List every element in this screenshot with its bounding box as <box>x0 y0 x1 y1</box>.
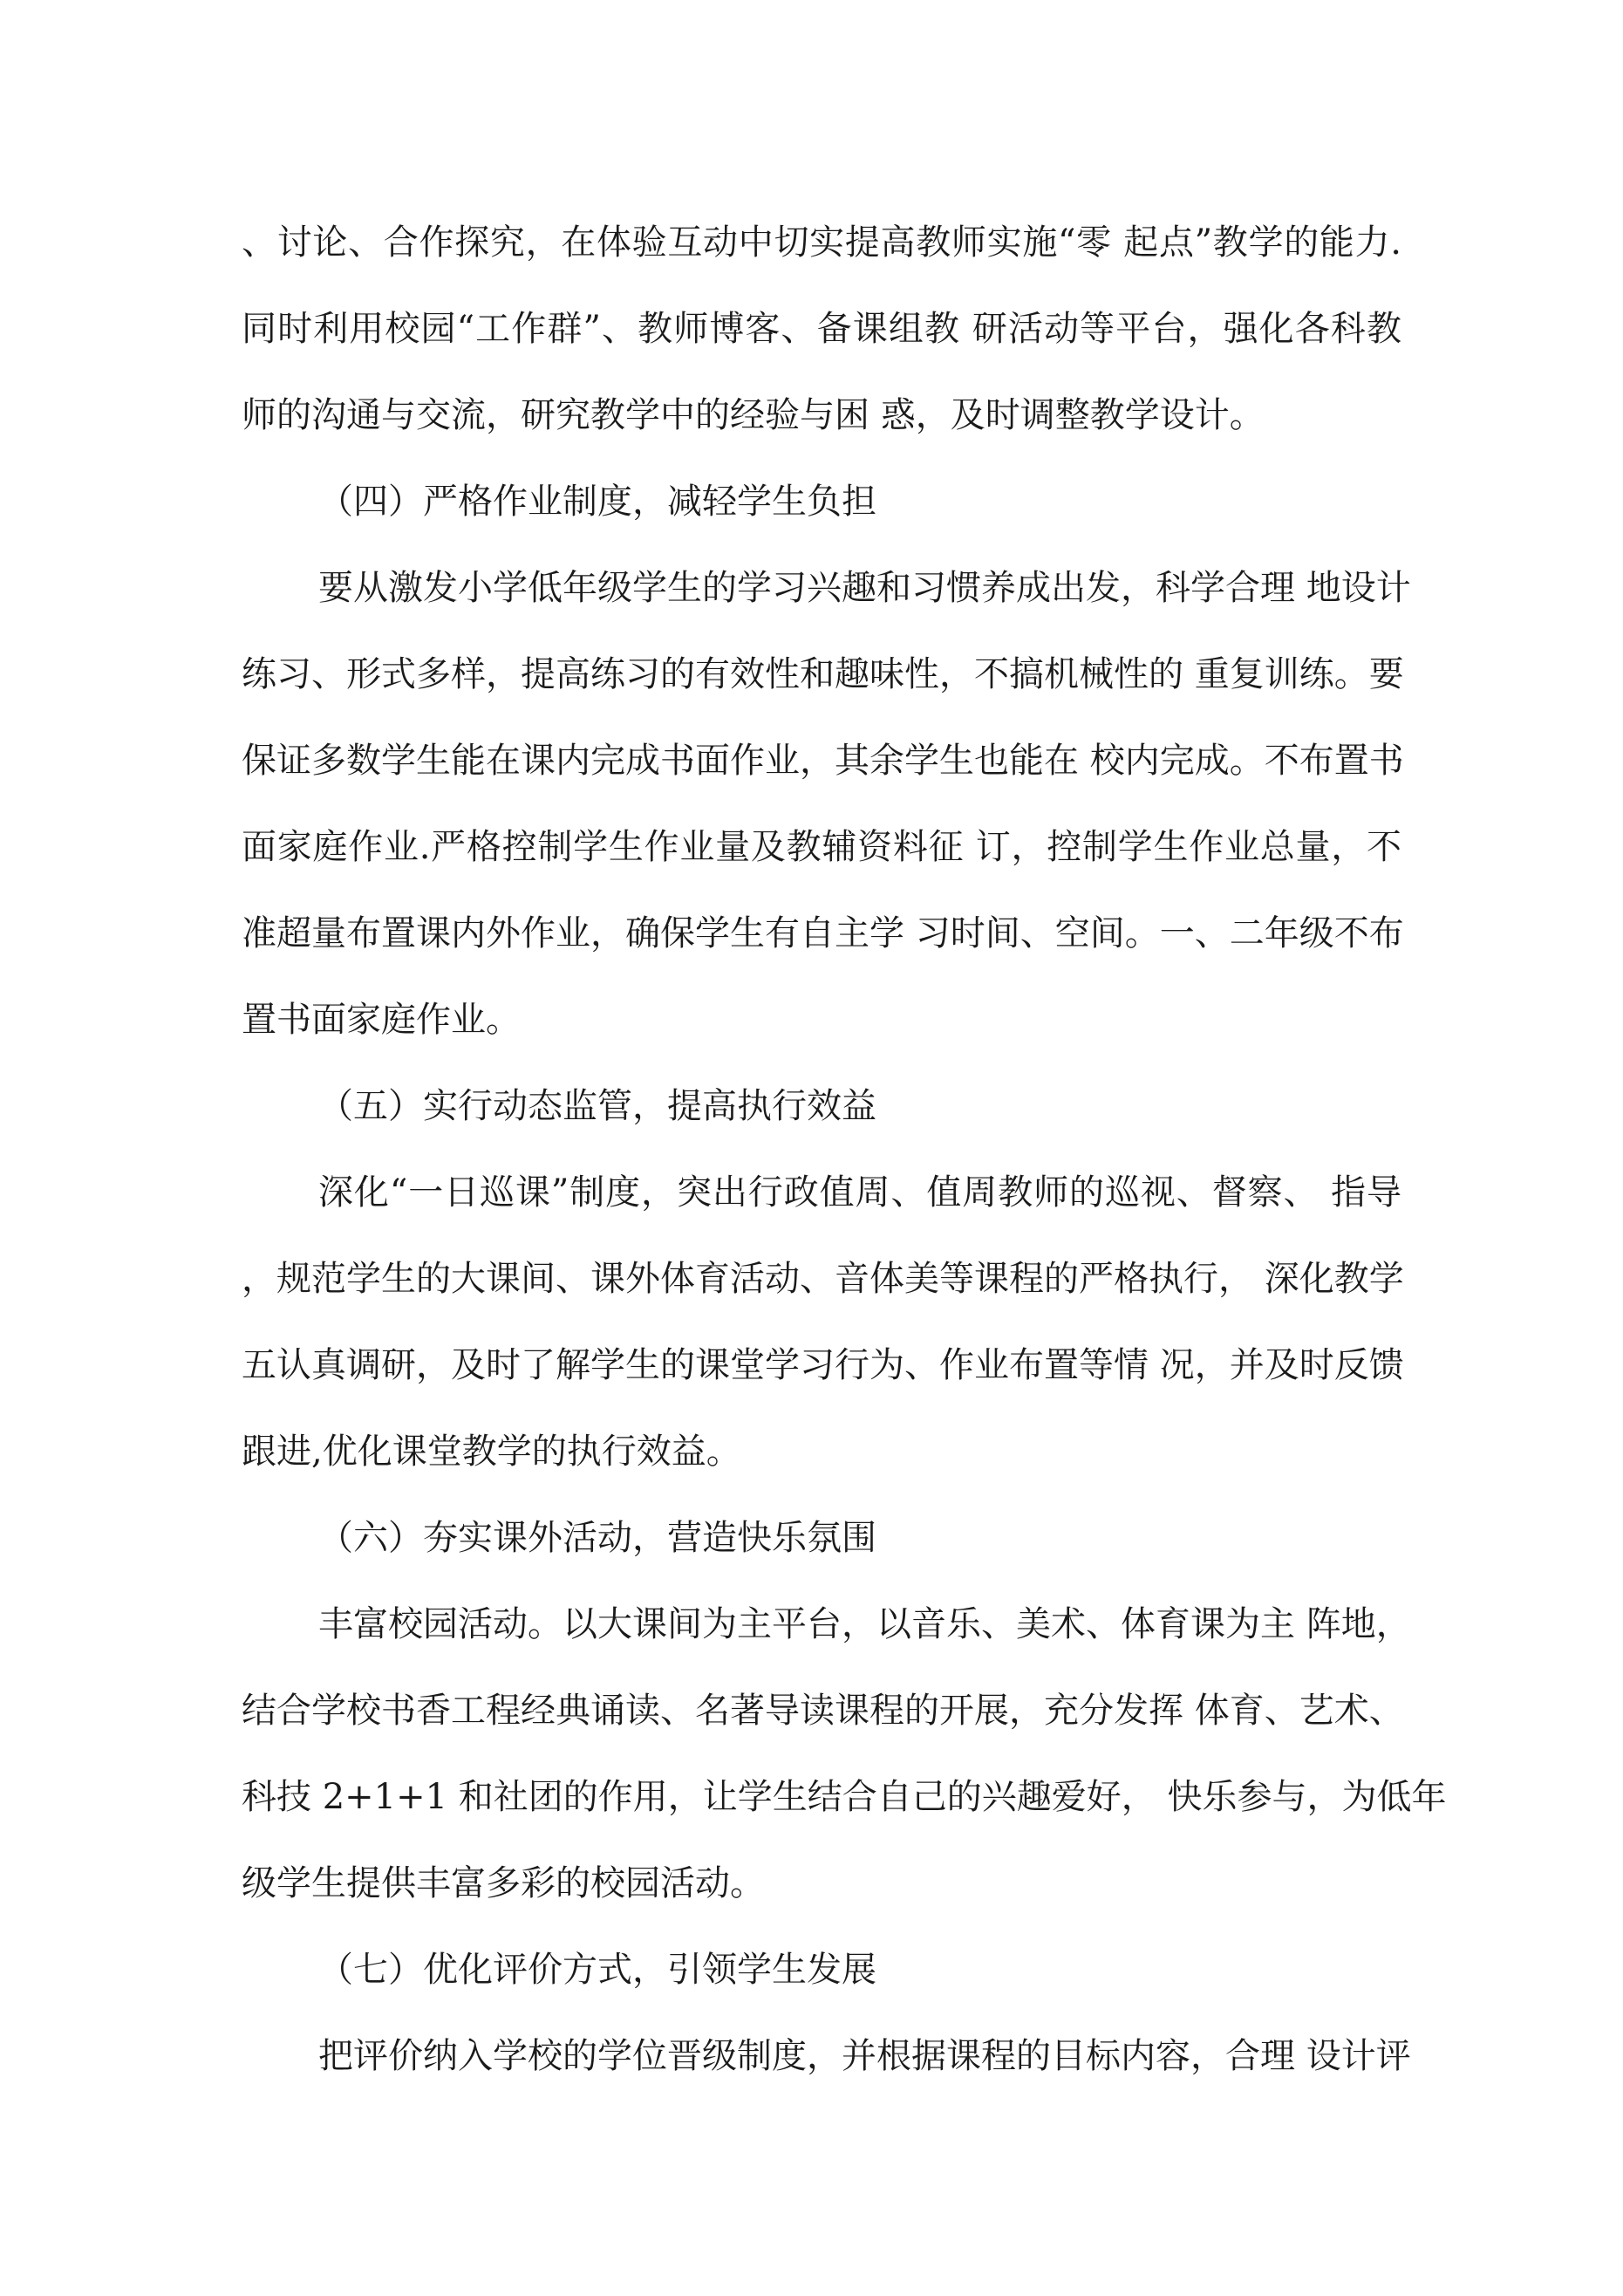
text-line: 级学生提供丰富多彩的校园活动。 <box>242 1863 765 1903</box>
text-line: 把评价纳入学校的学位晋级制度，并根据课程的目标内容，合理 设计评 <box>318 2036 1411 2076</box>
paragraph-homework <box>242 545 1411 1063</box>
text-line: 准超量布置课内外作业，确保学生有自主学 习时间、空间。一、二年级不布 <box>242 913 1404 953</box>
text-line: 练习、形式多样，提高练习的有效性和趣味性，不搞机械性的 重复训练。要 <box>242 654 1404 694</box>
text-line: ，规范学生的大课间、课外体育活动、音体美等课程的严格执行， 深化教学 <box>242 1259 1404 1299</box>
paragraph-activities <box>242 1582 1447 1927</box>
section-heading-7: （七）优化评价方式，引领学生发展 <box>318 1950 876 1990</box>
text-line: 跟进,优化课堂教学的执行效益。 <box>242 1432 741 1472</box>
paragraph-continuation <box>242 200 1401 459</box>
text-line: 结合学校书香工程经典诵读、名著导读课程的开展，充分发挥 体育、艺术、 <box>242 1691 1404 1731</box>
text-line: 置书面家庭作业。 <box>242 1000 521 1040</box>
text-line: 保证多数学生能在课内完成书面作业，其余学生也能在 校内完成。不布置书 <box>242 741 1404 781</box>
text-line: 科技 2+1+1 和社团的作用，让学生结合自己的兴趣爱好， 快乐参与，为低年 <box>242 1777 1447 1817</box>
text-line: 五认真调研，及时了解学生的课堂学习行为、作业布置等情 况，并及时反馈 <box>242 1345 1404 1385</box>
text-line: 面家庭作业.严格控制学生作业量及教辅资料征 订，控制学生作业总量，不 <box>242 827 1401 867</box>
document-body <box>242 200 1447 2100</box>
text-line: 丰富校园活动。以大课间为主平台，以音乐、美术、体育课为主 阵地， <box>318 1604 1411 1644</box>
text-line: 同时利用校园“工作群”、教师博客、备课组教 研活动等平台，强化各科教 <box>242 309 1401 349</box>
section-heading-6: （六）夯实课外活动，营造快乐氛围 <box>318 1518 876 1558</box>
text-line: 深化“一日巡课”制度，突出行政值周、值周教师的巡视、督察、 指导 <box>318 1172 1401 1213</box>
paragraph-evaluation <box>242 2013 1411 2100</box>
section-heading-4: （四）严格作业制度，减轻学生负担 <box>318 482 876 522</box>
text-line: 要从激发小学低年级学生的学习兴趣和习惯养成出发，科学合理 地设计 <box>318 568 1411 608</box>
paragraph-supervision <box>242 1150 1404 1495</box>
section-heading-5: （五）实行动态监管，提高执行效益 <box>318 1086 876 1126</box>
text-line: 师的沟通与交流，研究教学中的经验与困 惑，及时调整教学设计。 <box>242 395 1265 435</box>
text-line: 、讨论、合作探究，在体验互动中切实提高教师实施“零 起点”教学的能力. <box>242 222 1401 263</box>
